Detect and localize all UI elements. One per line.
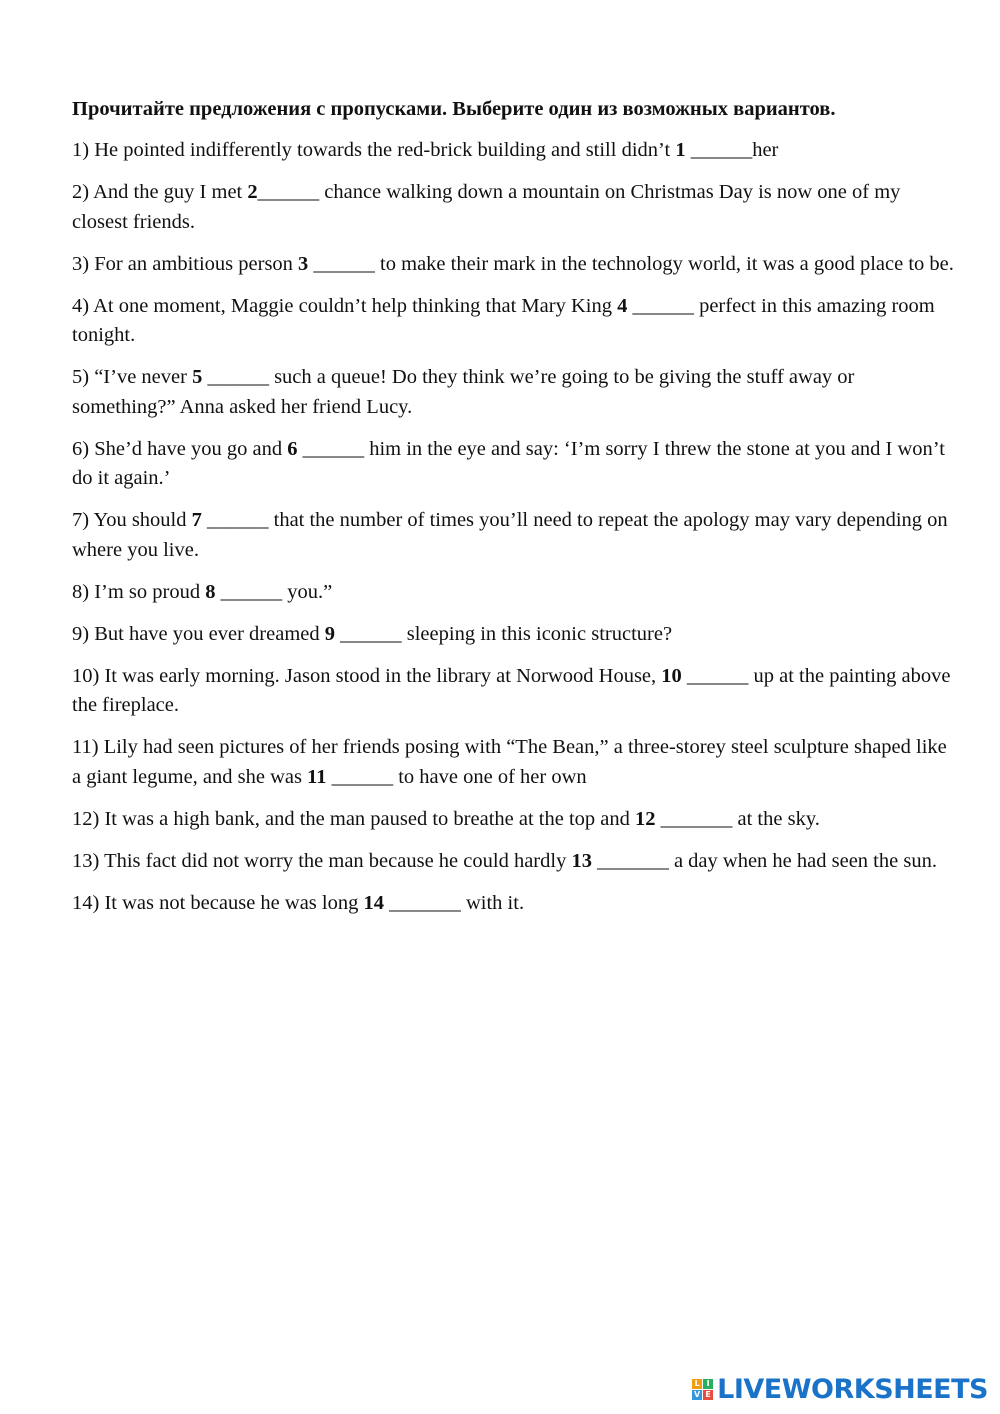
question-text: 9) But have you ever dreamed [72,622,325,645]
logo-mark-icon [692,1379,713,1400]
gap-number: 5 [192,366,203,388]
gap-number: 9 [324,622,335,645]
question-item [72,620,957,650]
logo-text: LIVEWORKSHEETS [717,1373,988,1405]
answer-gap[interactable]: _______ at the sky. [655,807,820,830]
answer-gap[interactable]: ______ that the number of times you’ll need to repeat the apology may vary depending on where you live. [72,509,948,561]
question-text: 10) It was early morning. Jason stood in the library at Norwood House, [72,664,662,687]
gap-number: 8 [205,580,216,603]
answer-gap[interactable]: ______ to make their mark in the technology world, it was a good place to be. [308,252,954,275]
answer-gap[interactable]: ______ up at the painting above the fireplace. [72,664,951,716]
liveworksheets-logo [692,1372,988,1406]
question-list [72,136,957,918]
question-item [72,662,957,721]
gap-number: 2 [247,181,258,203]
question-text: 4) At one moment, Maggie couldn’t help thinking that Mary King [72,294,618,317]
answer-gap[interactable]: ______ perfect in this amazing room tonight. [72,294,935,346]
answer-gap[interactable]: ______ chance walking down a mountain on Christmas Day is now one of my closest friends. [72,181,901,233]
question-text: 3) For an ambitious person [72,252,299,275]
question-item [72,178,957,237]
question-item [72,578,957,608]
gap-number: 4 [617,294,628,317]
question-item [72,292,957,351]
answer-gap[interactable]: _______ a day when he had seen the sun. [591,849,937,872]
question-text: 13) This fact did not worry the man because he could hardly [72,849,572,872]
answer-gap[interactable]: ______ sleeping in this iconic structure? [335,622,673,645]
answer-gap[interactable]: ______ him in the eye and say: ‘I’m sorry I threw the stone at you and I won’t do it again.’ [72,437,945,489]
logo-mark-tile: V [694,1389,701,1399]
question-text: 8) I’m so proud [72,580,206,603]
gap-number: 6 [287,437,298,460]
logo-mark-tile: L [692,1379,702,1389]
question-item [72,250,957,280]
gap-number: 14 [363,891,384,914]
answer-gap[interactable]: ______ you.” [215,580,333,603]
question-text: 12) It was a high bank, and the man paused to breathe at the top and [72,807,636,830]
question-text: 1) He pointed indifferently towards the red-brick building and still didn’t [72,139,676,161]
worksheet-page [72,94,957,931]
question-item [72,805,957,835]
question-text: 14) It was not because he was long [72,891,364,914]
answer-gap[interactable]: ______ to have one of her own [326,765,587,788]
question-text: 7) You should [72,509,192,531]
question-item [72,435,957,494]
logo-mark-tile: I [703,1379,713,1389]
gap-number: 13 [571,849,592,872]
question-item [72,506,957,565]
logo-mark-tile: E [703,1390,713,1400]
instructions-heading: Прочитайте предложения с пропусками. Выберите один из возможных вариантов. [72,98,836,120]
gap-number: 11 [307,765,327,788]
question-item [72,847,957,877]
question-item [72,136,957,166]
question-text: 11) Lily had seen pictures of her friends posing with “The Bean,” a three-storey steel sculpture shaped like a giant legume, and she was [72,736,947,788]
answer-gap[interactable]: _______ with it. [383,891,525,914]
gap-number: 3 [298,252,309,275]
gap-number: 10 [661,664,682,687]
question-text: 2) And the guy I met [72,181,248,203]
question-text: 5) “I’ve never [72,366,193,388]
question-item [72,363,957,422]
gap-number: 7 [191,509,202,531]
gap-number: 1 [675,139,686,161]
question-item [72,733,957,792]
gap-number: 12 [635,807,656,830]
answer-gap[interactable]: ______her [685,139,779,161]
question-item [72,889,957,919]
answer-gap[interactable]: ______ such a queue! Do they think we’re going to be giving the stuff away or something?” Anna asked her friend Lucy. [72,366,855,418]
question-text: 6) She’d have you go and [72,437,288,460]
